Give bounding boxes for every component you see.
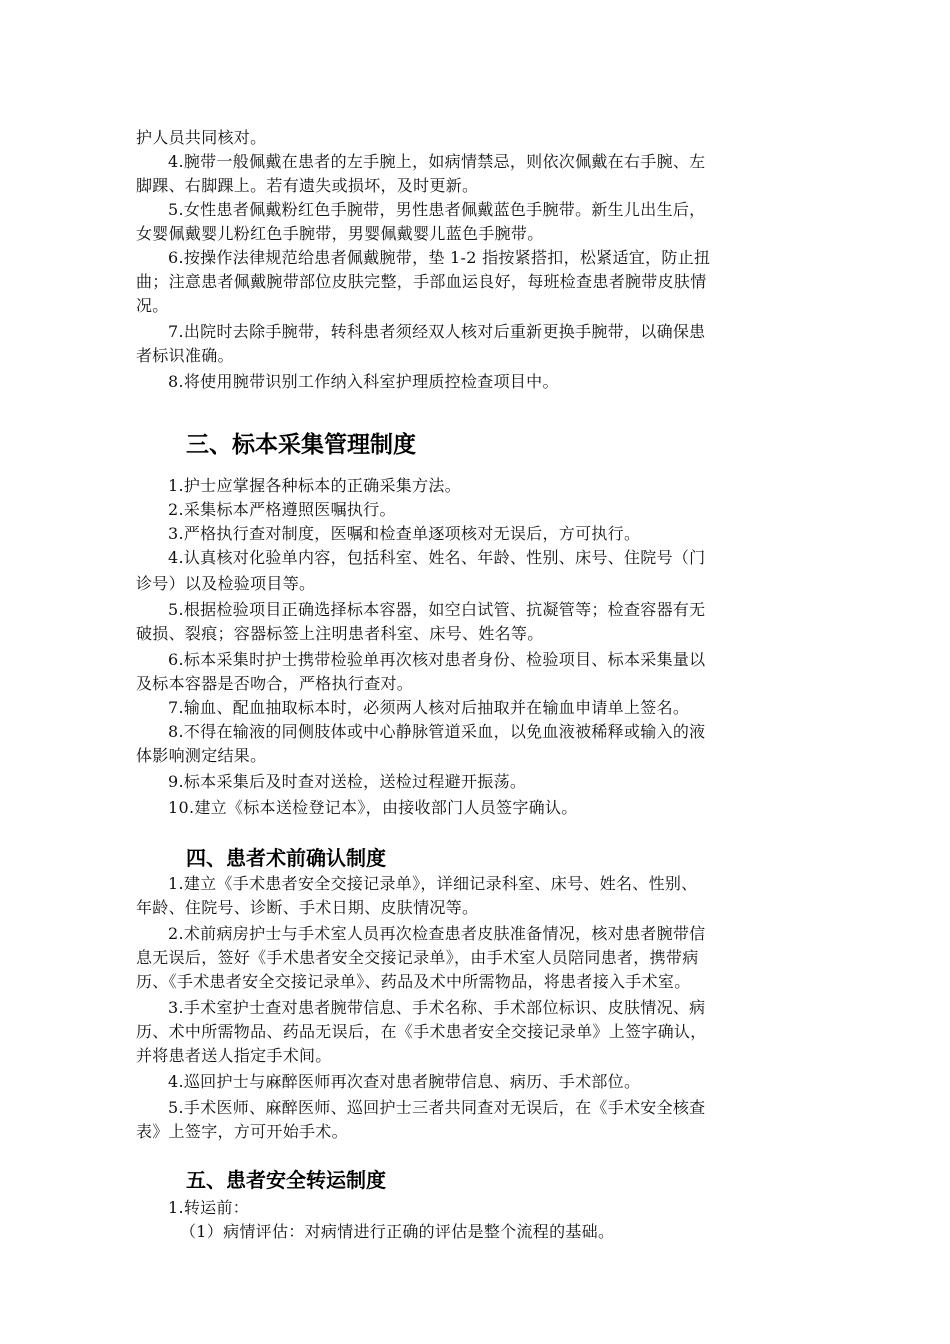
paragraph-line: 6.标本采集时护士携带检验单再次核对患者身份、检验项目、标本采集量以	[168, 650, 706, 669]
paragraph-line: 7.出院时去除手腕带，转科患者须经双人核对后重新更换手腕带，以确保患	[168, 322, 706, 341]
paragraph-line: 女婴佩戴婴儿粉红色手腕带，男婴佩戴婴儿蓝色手腕带。	[136, 224, 544, 243]
section-heading: 五、患者安全转运制度	[186, 1168, 386, 1192]
paragraph-line: 7.输血、配血抽取标本时，必须两人核对后抽取并在输血申请单上签名。	[168, 698, 690, 717]
paragraph-line: 10.建立《标本送检登记本》，由接收部门人员签字确认。	[168, 798, 578, 817]
paragraph-line: 3.手术室护士查对患者腕带信息、手术名称、手术部位标识、皮肤情况、病	[168, 998, 706, 1017]
paragraph-line: 2.术前病房护士与手术室人员再次检查患者皮肤准备情况，核对患者腕带信	[168, 924, 706, 943]
paragraph-line: 诊号）以及检验项目等。	[136, 574, 316, 593]
paragraph-line: 1.转运前：	[168, 1198, 250, 1217]
paragraph-line: 8.不得在输液的同侧肢体或中心静脉管道采血，以免血液被稀释或输入的液	[168, 722, 706, 741]
paragraph-line: 历、术中所需物品、药品无误后，在《手术患者安全交接记录单》上签字确认，	[136, 1022, 707, 1041]
paragraph-line: 4.巡回护士与麻醉医师再次查对患者腕带信息、病历、手术部位。	[168, 1072, 641, 1091]
paragraph-line: 及标本容器是否吻合，严格执行查对。	[136, 674, 414, 693]
paragraph-line: 年龄、住院号、诊断、手术日期、皮肤情况等。	[136, 898, 479, 917]
paragraph-line: 护人员共同核对。	[136, 128, 267, 147]
paragraph-line: 5.根据检验项目正确选择标本容器，如空白试管、抗凝管等；检查容器有无	[168, 600, 706, 619]
paragraph-line: 8.将使用腕带识别工作纳入科室护理质控检查项目中。	[168, 372, 559, 391]
paragraph-line: 6.按操作法律规范给患者佩戴腕带，垫 1-2 指按紧搭扣，松紧适宜，防止扭	[168, 248, 711, 267]
paragraph-line: 者标识准确。	[136, 346, 234, 365]
paragraph-line: 2.采集标本严格遵照医嘱执行。	[168, 500, 396, 519]
paragraph-line: 4.腕带一般佩戴在患者的左手腕上，如病情禁忌，则依次佩戴在右手腕、左	[168, 152, 706, 171]
paragraph-line: 9.标本采集后及时查对送检，送检过程避开振荡。	[168, 772, 527, 791]
paragraph-line: 4.认真核对化验单内容，包括科室、姓名、年龄、性别、床号、住院号（门	[168, 548, 706, 567]
paragraph-line: 5.手术医师、麻醉医师、巡回护士三者共同查对无误后，在《手术安全核查	[168, 1098, 706, 1117]
paragraph-line: 3.严格执行查对制度，医嘱和检查单逐项核对无误后，方可执行。	[168, 524, 641, 543]
paragraph-line: 并将患者送人指定手术间。	[136, 1046, 332, 1065]
section-heading: 四、患者术前确认制度	[186, 846, 386, 870]
paragraph-line: （1）病情评估：对病情进行正确的评估是整个流程的基础。	[180, 1222, 615, 1241]
paragraph-line: 表》上签字，方可开始手术。	[136, 1122, 348, 1141]
paragraph-line: 况。	[136, 296, 169, 315]
paragraph-line: 5.女性患者佩戴粉红色手腕带，男性患者佩戴蓝色手腕带。新生儿出生后，	[168, 200, 706, 219]
paragraph-line: 体影响测定结果。	[136, 746, 267, 765]
paragraph-line: 1.建立《手术患者安全交接记录单》，详细记录科室、床号、姓名、性别、	[168, 874, 698, 893]
paragraph-line: 破损、裂痕；容器标签上注明患者科室、床号、姓名等。	[136, 624, 544, 643]
section-heading: 三、标本采集管理制度	[186, 432, 416, 458]
paragraph-line: 脚踝、右脚踝上。若有遗失或损坏，及时更新。	[136, 176, 479, 195]
paragraph-line: 息无误后，签好《手术患者安全交接记录单》，由手术室人员陪同患者，携带病	[136, 948, 699, 967]
paragraph-line: 1.护士应掌握各种标本的正确采集方法。	[168, 476, 461, 495]
paragraph-line: 曲；注意患者佩戴腕带部位皮肤完整，手部血运良好，每班检查患者腕带皮肤情	[136, 272, 707, 291]
paragraph-line: 历、《手术患者安全交接记录单》、药品及术中所需物品，将患者接入手术室。	[136, 972, 691, 991]
